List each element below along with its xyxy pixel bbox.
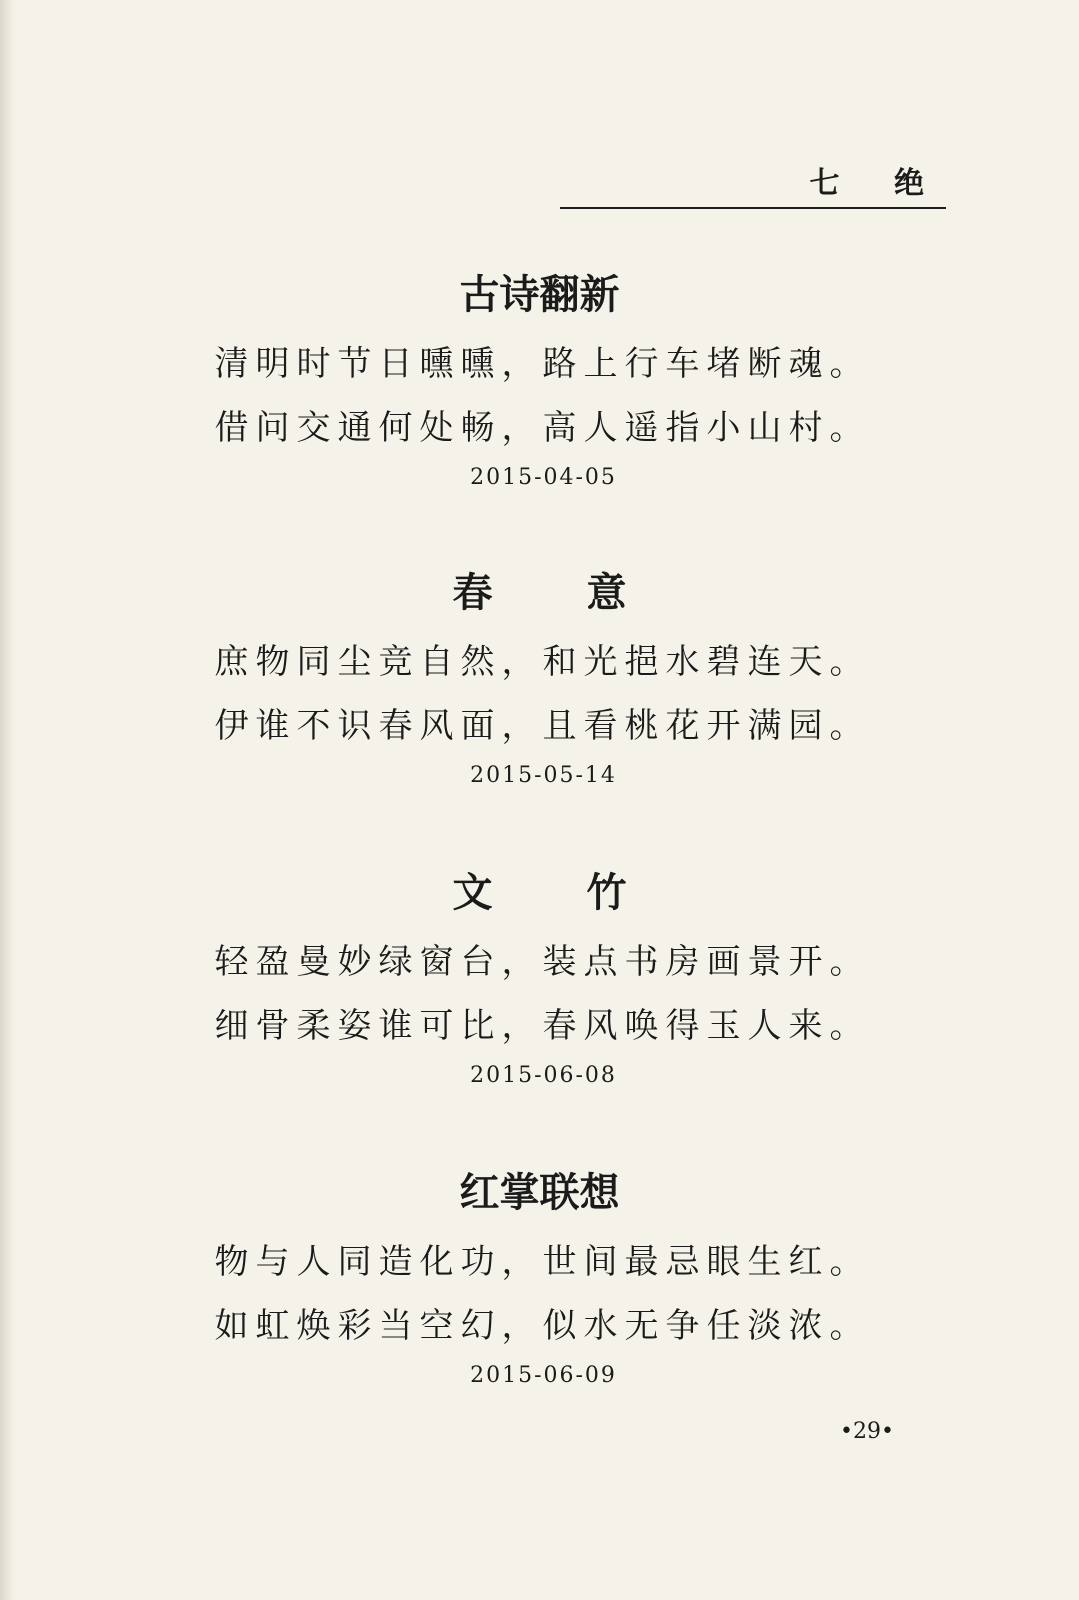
poem-2: [0, 566, 1079, 790]
running-head-rule: [560, 207, 946, 209]
poem-line: 借问交通何处畅，高人遥指小山村。: [214, 408, 871, 448]
poem-1: [0, 268, 1079, 492]
poem-line: 细骨柔姿谁可比，春风唤得玉人来。: [214, 1006, 871, 1046]
poem-line: 伊谁不识春风面，且看桃花开满园。: [214, 706, 871, 746]
poem-line: 庶物同尘竞自然，和光挹水碧连天。: [214, 642, 871, 682]
poem-title: 古诗翻新: [459, 271, 620, 318]
poem-title: 文 竹: [452, 869, 667, 916]
page-number: •29•: [840, 1419, 894, 1444]
poem-3: [0, 866, 1079, 1090]
poem-4: [0, 1166, 1079, 1390]
poem-title: 红掌联想: [459, 1169, 620, 1216]
poem-date: 2015-05-14: [470, 763, 617, 788]
poem-line: 轻盈曼妙绿窗台，装点书房画景开。: [214, 942, 871, 982]
poem-date: 2015-04-05: [470, 465, 617, 490]
poem-date: 2015-06-08: [470, 1063, 617, 1088]
poem-date: 2015-06-09: [470, 1363, 617, 1388]
poem-line: 清明时节日曛曛，路上行车堵断魂。: [214, 344, 871, 384]
poem-line: 物与人同造化功，世间最忌眼生红。: [214, 1242, 871, 1282]
running-head: 七 绝: [809, 166, 946, 201]
poem-line: 如虹焕彩当空幻，似水无争任淡浓。: [214, 1306, 871, 1346]
poem-title: 春 意: [452, 569, 667, 616]
